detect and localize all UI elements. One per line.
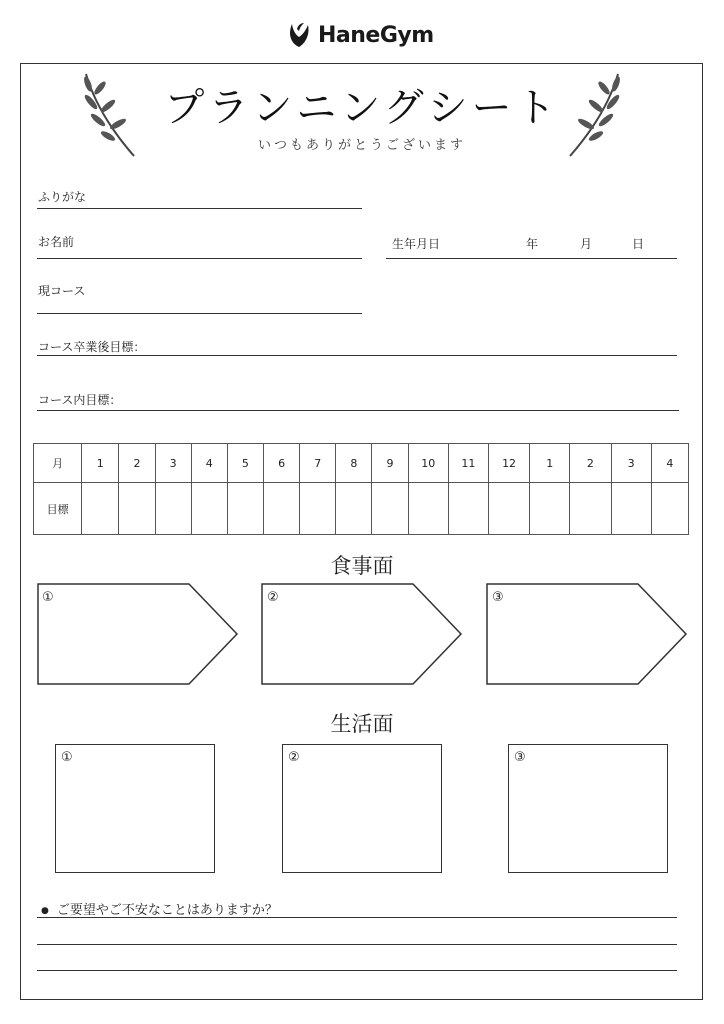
birth-year-label: 年 [526,237,539,251]
goal-cell[interactable] [191,483,227,535]
month-cell: 8 [336,444,372,483]
goal-cell[interactable] [448,483,488,535]
goal-cell[interactable] [155,483,191,535]
page-subtitle: いつもありがとうございます [257,138,466,153]
month-cell: 6 [264,444,300,483]
life-marker-2: ② [288,750,300,765]
month-cell: 2 [570,444,611,483]
month-cell: 10 [408,444,448,483]
month-header-row [34,444,689,483]
month-cell: 5 [227,444,263,483]
answer-line-3[interactable] [37,970,677,971]
life-marker-1: ① [61,750,73,765]
answer-line-2[interactable] [37,944,677,945]
birth-field[interactable] [386,258,677,259]
after-goal-field[interactable] [37,355,677,356]
diet-marker-3: ③ [492,590,504,605]
goal-cell[interactable] [336,483,372,535]
goal-cell[interactable] [611,483,651,535]
goal-cell[interactable] [82,483,119,535]
life-section-title: 生活面 [330,712,394,736]
diet-arrow-box-2[interactable] [261,583,464,686]
current-course-label: 現コース [38,284,86,298]
birth-day-label: 日 [632,237,645,251]
birth-month-label: 月 [580,237,593,251]
brand-logo [286,18,446,52]
furigana-field[interactable] [37,208,362,209]
month-cell: 3 [611,444,651,483]
month-cell: 12 [488,444,529,483]
month-cell: 11 [448,444,488,483]
goal-cell[interactable] [300,483,336,535]
course-goal-label: コース内目標： [38,393,122,407]
schedule-table [33,443,689,535]
month-cell: 7 [300,444,336,483]
question-item [41,899,278,918]
month-cell: 1 [530,444,570,483]
month-cell: 3 [155,444,191,483]
goal-cell[interactable] [408,483,448,535]
goal-cell[interactable] [372,483,408,535]
month-row-label: 月 [34,444,82,483]
bullet-icon: ● [41,905,49,916]
goal-cell[interactable] [651,483,688,535]
diet-arrow-box-1[interactable] [37,583,240,686]
question-text: ご要望やご不安なことはありますか？ [56,903,278,918]
goal-cell[interactable] [119,483,155,535]
birth-label: 生年月日 [392,237,441,251]
name-label: お名前 [38,235,75,249]
life-box-2[interactable] [282,744,442,873]
goal-cell[interactable] [264,483,300,535]
answer-line-1[interactable] [37,917,677,918]
life-box-1[interactable] [55,744,215,873]
life-box-3[interactable] [508,744,668,873]
diet-marker-1: ① [42,590,54,605]
month-cell: 2 [119,444,155,483]
page-title: プランニングシート [164,85,560,131]
diet-section-title: 食事面 [330,554,394,578]
course-goal-field[interactable] [37,410,679,411]
month-cell: 9 [372,444,408,483]
name-field[interactable] [37,258,362,259]
life-marker-3: ③ [514,750,526,765]
wing-icon [286,21,312,49]
month-cell: 1 [82,444,119,483]
goal-row [34,483,689,535]
goal-cell[interactable] [530,483,570,535]
goal-cell[interactable] [227,483,263,535]
furigana-label: ふりがな [38,190,87,204]
diet-marker-2: ② [267,590,279,605]
current-course-field[interactable] [37,313,362,314]
after-goal-label: コース卒業後目標： [38,340,146,354]
goal-row-label: 目標 [34,483,82,535]
goal-cell[interactable] [488,483,529,535]
goal-cell[interactable] [570,483,611,535]
diet-arrow-box-3[interactable] [486,583,689,686]
month-cell: 4 [191,444,227,483]
month-cell: 4 [651,444,688,483]
brand-name: HaneGym [318,22,434,48]
